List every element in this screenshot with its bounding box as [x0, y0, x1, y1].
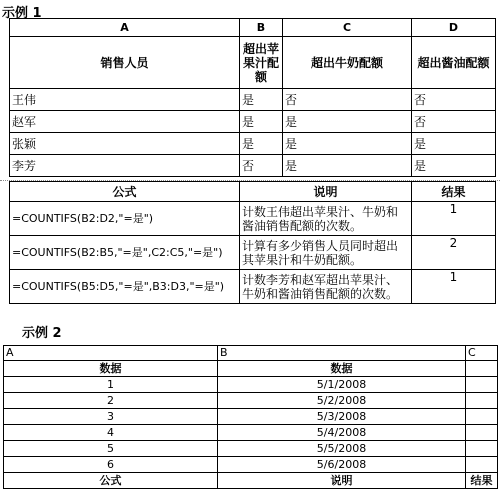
cell: 是	[283, 133, 412, 155]
example2-title: 示例 2	[22, 326, 62, 341]
header-soy-sauce: 超出酱油配额	[412, 37, 496, 89]
header-result: 结果	[466, 473, 498, 489]
header-description: 说明	[218, 473, 466, 489]
table-row	[10, 202, 496, 236]
table-row	[10, 155, 496, 177]
table-row	[4, 457, 498, 473]
formula-cell: =COUNTIFS(B2:D2,"=是")	[10, 202, 240, 236]
description-cell: 计数王伟超出苹果汁、牛奶和酱油销售配额的次数。	[240, 202, 412, 236]
cell	[466, 425, 498, 441]
cell: 3	[4, 409, 218, 425]
table-row	[10, 89, 496, 111]
example1-title: 示例 1	[2, 6, 42, 21]
cell	[466, 441, 498, 457]
header-data-b: 数据	[218, 361, 466, 377]
table-row	[4, 425, 498, 441]
cell	[466, 393, 498, 409]
cell: 是	[412, 155, 496, 177]
cell: 是	[283, 155, 412, 177]
description-cell: 计数李芳和赵军超出苹果汁、牛奶和酱油销售配额的次数。	[240, 270, 412, 304]
cell: 5/1/2008	[218, 377, 466, 393]
cell	[466, 377, 498, 393]
header-data-a: 数据	[4, 361, 218, 377]
cell: 否	[412, 89, 496, 111]
table-row	[4, 377, 498, 393]
cell: 5/6/2008	[218, 457, 466, 473]
result-cell: 1	[412, 270, 496, 304]
header-description: 说明	[240, 182, 412, 202]
table-row	[4, 441, 498, 457]
table-row	[10, 111, 496, 133]
cell: 张颖	[10, 133, 240, 155]
cell: 1	[4, 377, 218, 393]
header-salesperson: 销售人员	[10, 37, 240, 89]
description-cell: 计算有多少销售人员同时超出其苹果汁和牛奶配额。	[240, 236, 412, 270]
header-milk: 超出牛奶配额	[283, 37, 412, 89]
result-cell: 1	[412, 202, 496, 236]
cell: 是	[240, 111, 283, 133]
table-row	[4, 393, 498, 409]
col-letter-a: A	[4, 346, 218, 361]
cell: 2	[4, 393, 218, 409]
cell	[466, 457, 498, 473]
header-formula: 公式	[4, 473, 218, 489]
cell: 是	[283, 111, 412, 133]
cell: 否	[240, 155, 283, 177]
result-cell: 2	[412, 236, 496, 270]
example1-table	[9, 18, 496, 177]
header-result: 结果	[412, 182, 496, 202]
col-letter-b: B	[240, 19, 283, 37]
cell: 5	[4, 441, 218, 457]
cell: 王伟	[10, 89, 240, 111]
col-letter-d: D	[412, 19, 496, 37]
formula-cell: =COUNTIFS(B5:D5,"=是",B3:D3,"=是")	[10, 270, 240, 304]
header-empty	[466, 361, 498, 377]
cell: 李芳	[10, 155, 240, 177]
example2-table	[3, 345, 498, 489]
cell	[466, 409, 498, 425]
cell: 5/5/2008	[218, 441, 466, 457]
cell: 是	[412, 133, 496, 155]
cell: 赵军	[10, 111, 240, 133]
example1-formula-table	[9, 181, 496, 304]
table-row	[10, 133, 496, 155]
formula-cell: =COUNTIFS(B2:B5,"=是",C2:C5,"=是")	[10, 236, 240, 270]
cell: 5/3/2008	[218, 409, 466, 425]
cell: 5/2/2008	[218, 393, 466, 409]
cell: 4	[4, 425, 218, 441]
header-formula: 公式	[10, 182, 240, 202]
header-apple-juice: 超出苹果汁配额	[240, 37, 283, 89]
table-row	[10, 236, 496, 270]
cell: 是	[240, 89, 283, 111]
cell: 是	[240, 133, 283, 155]
cell: 否	[412, 111, 496, 133]
cell: 5/4/2008	[218, 425, 466, 441]
col-letter-c: C	[466, 346, 498, 361]
cell: 6	[4, 457, 218, 473]
col-letter-b: B	[218, 346, 466, 361]
col-letter-c: C	[283, 19, 412, 37]
col-letter-a: A	[10, 19, 240, 37]
table-row	[10, 270, 496, 304]
cell: 否	[283, 89, 412, 111]
table-row	[4, 409, 498, 425]
